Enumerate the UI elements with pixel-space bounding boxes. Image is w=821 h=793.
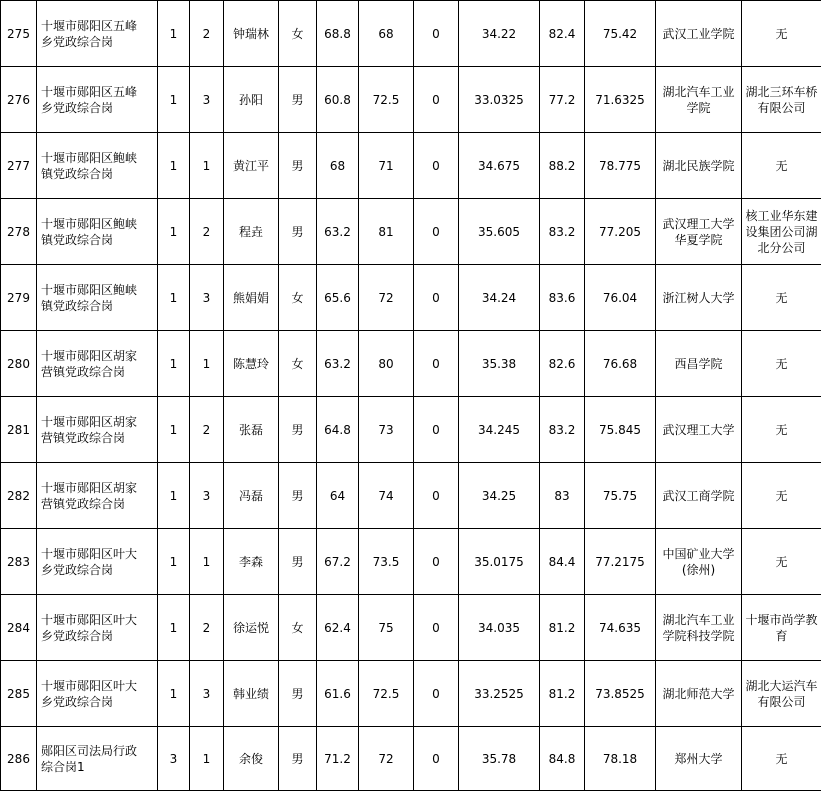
cell-name: 李森 (224, 529, 279, 595)
cell-position: 十堰市郧阳区五峰 乡党政综合岗 (37, 67, 158, 133)
cell-bonus: 0 (414, 529, 459, 595)
cell-score-a: 61.6 (317, 661, 359, 727)
cell-plan: 1 (158, 199, 190, 265)
cell-gender: 男 (279, 727, 317, 791)
cell-employer: 无 (742, 529, 821, 595)
cell-written: 34.24 (459, 265, 540, 331)
cell-interview: 83 (540, 463, 585, 529)
cell-gender: 女 (279, 265, 317, 331)
cell-rank: 1 (190, 727, 224, 791)
cell-interview: 83.6 (540, 265, 585, 331)
cell-school: 中国矿业大学 (徐州) (656, 529, 742, 595)
cell-rank: 2 (190, 397, 224, 463)
cell-interview: 84.8 (540, 727, 585, 791)
table-row (1, 595, 821, 661)
cell-bonus: 0 (414, 727, 459, 791)
cell-rank: 2 (190, 1, 224, 67)
cell-score-b: 72 (359, 265, 414, 331)
cell-total: 78.18 (585, 727, 656, 791)
cell-interview: 83.2 (540, 397, 585, 463)
cell-written: 34.035 (459, 595, 540, 661)
cell-position: 十堰市郧阳区叶大 乡党政综合岗 (37, 529, 158, 595)
cell-total: 75.845 (585, 397, 656, 463)
cell-position: 十堰市郧阳区鲍峡 镇党政综合岗 (37, 133, 158, 199)
cell-employer: 无 (742, 463, 821, 529)
cell-rank: 1 (190, 133, 224, 199)
cell-employer: 无 (742, 331, 821, 397)
cell-school: 武汉工业学院 (656, 1, 742, 67)
cell-score-b: 68 (359, 1, 414, 67)
cell-total: 76.04 (585, 265, 656, 331)
cell-position: 十堰市郧阳区叶大 乡党政综合岗 (37, 595, 158, 661)
cell-interview: 84.4 (540, 529, 585, 595)
cell-score-a: 65.6 (317, 265, 359, 331)
table-row (1, 397, 821, 463)
cell-bonus: 0 (414, 463, 459, 529)
cell-gender: 女 (279, 1, 317, 67)
cell-employer: 湖北大运汽车 有限公司 (742, 661, 821, 727)
cell-written: 33.2525 (459, 661, 540, 727)
cell-bonus: 0 (414, 133, 459, 199)
cell-gender: 男 (279, 661, 317, 727)
cell-employer: 核工业华东建 设集团公司湖 北分公司 (742, 199, 821, 265)
cell-plan: 1 (158, 67, 190, 133)
cell-no: 278 (1, 199, 37, 265)
cell-rank: 3 (190, 67, 224, 133)
cell-gender: 女 (279, 331, 317, 397)
cell-written: 35.0175 (459, 529, 540, 595)
table-row (1, 463, 821, 529)
cell-school: 湖北汽车工业 学院 (656, 67, 742, 133)
cell-interview: 82.4 (540, 1, 585, 67)
cell-no: 275 (1, 1, 37, 67)
cell-plan: 1 (158, 397, 190, 463)
cell-name: 孙阳 (224, 67, 279, 133)
cell-gender: 女 (279, 595, 317, 661)
cell-gender: 男 (279, 463, 317, 529)
cell-no: 280 (1, 331, 37, 397)
cell-name: 黄江平 (224, 133, 279, 199)
cell-score-b: 72 (359, 727, 414, 791)
cell-total: 76.68 (585, 331, 656, 397)
cell-total: 78.775 (585, 133, 656, 199)
cell-name: 熊娟娟 (224, 265, 279, 331)
cell-position: 郧阳区司法局行政 综合岗1 (37, 727, 158, 791)
cell-total: 71.6325 (585, 67, 656, 133)
table-row (1, 67, 821, 133)
cell-written: 34.22 (459, 1, 540, 67)
cell-interview: 82.6 (540, 331, 585, 397)
cell-name: 钟瑞林 (224, 1, 279, 67)
cell-score-b: 73 (359, 397, 414, 463)
cell-score-a: 71.2 (317, 727, 359, 791)
cell-plan: 1 (158, 133, 190, 199)
cell-position: 十堰市郧阳区鲍峡 镇党政综合岗 (37, 199, 158, 265)
cell-position: 十堰市郧阳区五峰 乡党政综合岗 (37, 1, 158, 67)
cell-score-b: 73.5 (359, 529, 414, 595)
cell-employer: 无 (742, 1, 821, 67)
cell-school: 武汉理工大学 (656, 397, 742, 463)
cell-school: 浙江树人大学 (656, 265, 742, 331)
cell-no: 283 (1, 529, 37, 595)
cell-bonus: 0 (414, 331, 459, 397)
cell-plan: 1 (158, 529, 190, 595)
cell-school: 武汉理工大学 华夏学院 (656, 199, 742, 265)
table-row (1, 331, 821, 397)
cell-written: 35.605 (459, 199, 540, 265)
cell-gender: 男 (279, 133, 317, 199)
cell-school: 湖北师范大学 (656, 661, 742, 727)
cell-no: 281 (1, 397, 37, 463)
cell-score-b: 72.5 (359, 67, 414, 133)
cell-employer: 无 (742, 727, 821, 791)
cell-plan: 1 (158, 595, 190, 661)
cell-gender: 男 (279, 199, 317, 265)
cell-employer: 湖北三环车桥 有限公司 (742, 67, 821, 133)
cell-written: 34.675 (459, 133, 540, 199)
cell-name: 韩业绩 (224, 661, 279, 727)
cell-plan: 1 (158, 1, 190, 67)
table-row (1, 661, 821, 727)
cell-employer: 无 (742, 133, 821, 199)
cell-no: 277 (1, 133, 37, 199)
cell-name: 张磊 (224, 397, 279, 463)
cell-position: 十堰市郧阳区鲍峡 镇党政综合岗 (37, 265, 158, 331)
cell-score-a: 67.2 (317, 529, 359, 595)
cell-school: 湖北汽车工业 学院科技学院 (656, 595, 742, 661)
cell-bonus: 0 (414, 67, 459, 133)
table-row (1, 1, 821, 67)
table-row (1, 727, 821, 791)
cell-written: 35.78 (459, 727, 540, 791)
cell-bonus: 0 (414, 595, 459, 661)
cell-plan: 1 (158, 661, 190, 727)
cell-total: 75.75 (585, 463, 656, 529)
cell-score-b: 72.5 (359, 661, 414, 727)
cell-score-b: 71 (359, 133, 414, 199)
cell-rank: 3 (190, 265, 224, 331)
cell-score-a: 68.8 (317, 1, 359, 67)
cell-total: 77.2175 (585, 529, 656, 595)
cell-employer: 十堰市尚学教 育 (742, 595, 821, 661)
cell-name: 徐运悦 (224, 595, 279, 661)
cell-interview: 81.2 (540, 595, 585, 661)
cell-no: 279 (1, 265, 37, 331)
cell-plan: 1 (158, 331, 190, 397)
cell-written: 33.0325 (459, 67, 540, 133)
cell-bonus: 0 (414, 397, 459, 463)
cell-no: 285 (1, 661, 37, 727)
cell-total: 77.205 (585, 199, 656, 265)
cell-plan: 1 (158, 265, 190, 331)
cell-written: 35.38 (459, 331, 540, 397)
cell-score-a: 64 (317, 463, 359, 529)
cell-plan: 1 (158, 463, 190, 529)
cell-interview: 81.2 (540, 661, 585, 727)
cell-interview: 77.2 (540, 67, 585, 133)
table-row (1, 265, 821, 331)
cell-rank: 2 (190, 595, 224, 661)
cell-name: 余俊 (224, 727, 279, 791)
cell-score-b: 74 (359, 463, 414, 529)
cell-gender: 男 (279, 529, 317, 595)
cell-total: 73.8525 (585, 661, 656, 727)
cell-employer: 无 (742, 397, 821, 463)
cell-total: 75.42 (585, 1, 656, 67)
cell-bonus: 0 (414, 199, 459, 265)
cell-score-b: 75 (359, 595, 414, 661)
cell-score-a: 63.2 (317, 199, 359, 265)
cell-gender: 男 (279, 67, 317, 133)
cell-gender: 男 (279, 397, 317, 463)
cell-total: 74.635 (585, 595, 656, 661)
cell-name: 程垚 (224, 199, 279, 265)
cell-score-a: 63.2 (317, 331, 359, 397)
cell-plan: 3 (158, 727, 190, 791)
cell-name: 陈慧玲 (224, 331, 279, 397)
cell-rank: 1 (190, 529, 224, 595)
cell-no: 282 (1, 463, 37, 529)
cell-bonus: 0 (414, 661, 459, 727)
cell-score-a: 62.4 (317, 595, 359, 661)
table-row (1, 199, 821, 265)
cell-no: 276 (1, 67, 37, 133)
cell-written: 34.25 (459, 463, 540, 529)
cell-school: 湖北民族学院 (656, 133, 742, 199)
cell-position: 十堰市郧阳区胡家 营镇党政综合岗 (37, 331, 158, 397)
cell-interview: 88.2 (540, 133, 585, 199)
cell-employer: 无 (742, 265, 821, 331)
cell-no: 284 (1, 595, 37, 661)
cell-position: 十堰市郧阳区叶大 乡党政综合岗 (37, 661, 158, 727)
cell-written: 34.245 (459, 397, 540, 463)
cell-no: 286 (1, 727, 37, 791)
cell-bonus: 0 (414, 1, 459, 67)
cell-school: 西昌学院 (656, 331, 742, 397)
cell-name: 冯磊 (224, 463, 279, 529)
cell-score-a: 68 (317, 133, 359, 199)
cell-position: 十堰市郧阳区胡家 营镇党政综合岗 (37, 463, 158, 529)
cell-rank: 3 (190, 661, 224, 727)
table-row (1, 133, 821, 199)
cell-rank: 3 (190, 463, 224, 529)
cell-score-a: 60.8 (317, 67, 359, 133)
cell-rank: 1 (190, 331, 224, 397)
cell-score-b: 81 (359, 199, 414, 265)
cell-rank: 2 (190, 199, 224, 265)
cell-school: 武汉工商学院 (656, 463, 742, 529)
cell-bonus: 0 (414, 265, 459, 331)
cell-position: 十堰市郧阳区胡家 营镇党政综合岗 (37, 397, 158, 463)
cell-score-a: 64.8 (317, 397, 359, 463)
table-row (1, 529, 821, 595)
cell-score-b: 80 (359, 331, 414, 397)
cell-interview: 83.2 (540, 199, 585, 265)
cell-school: 郑州大学 (656, 727, 742, 791)
